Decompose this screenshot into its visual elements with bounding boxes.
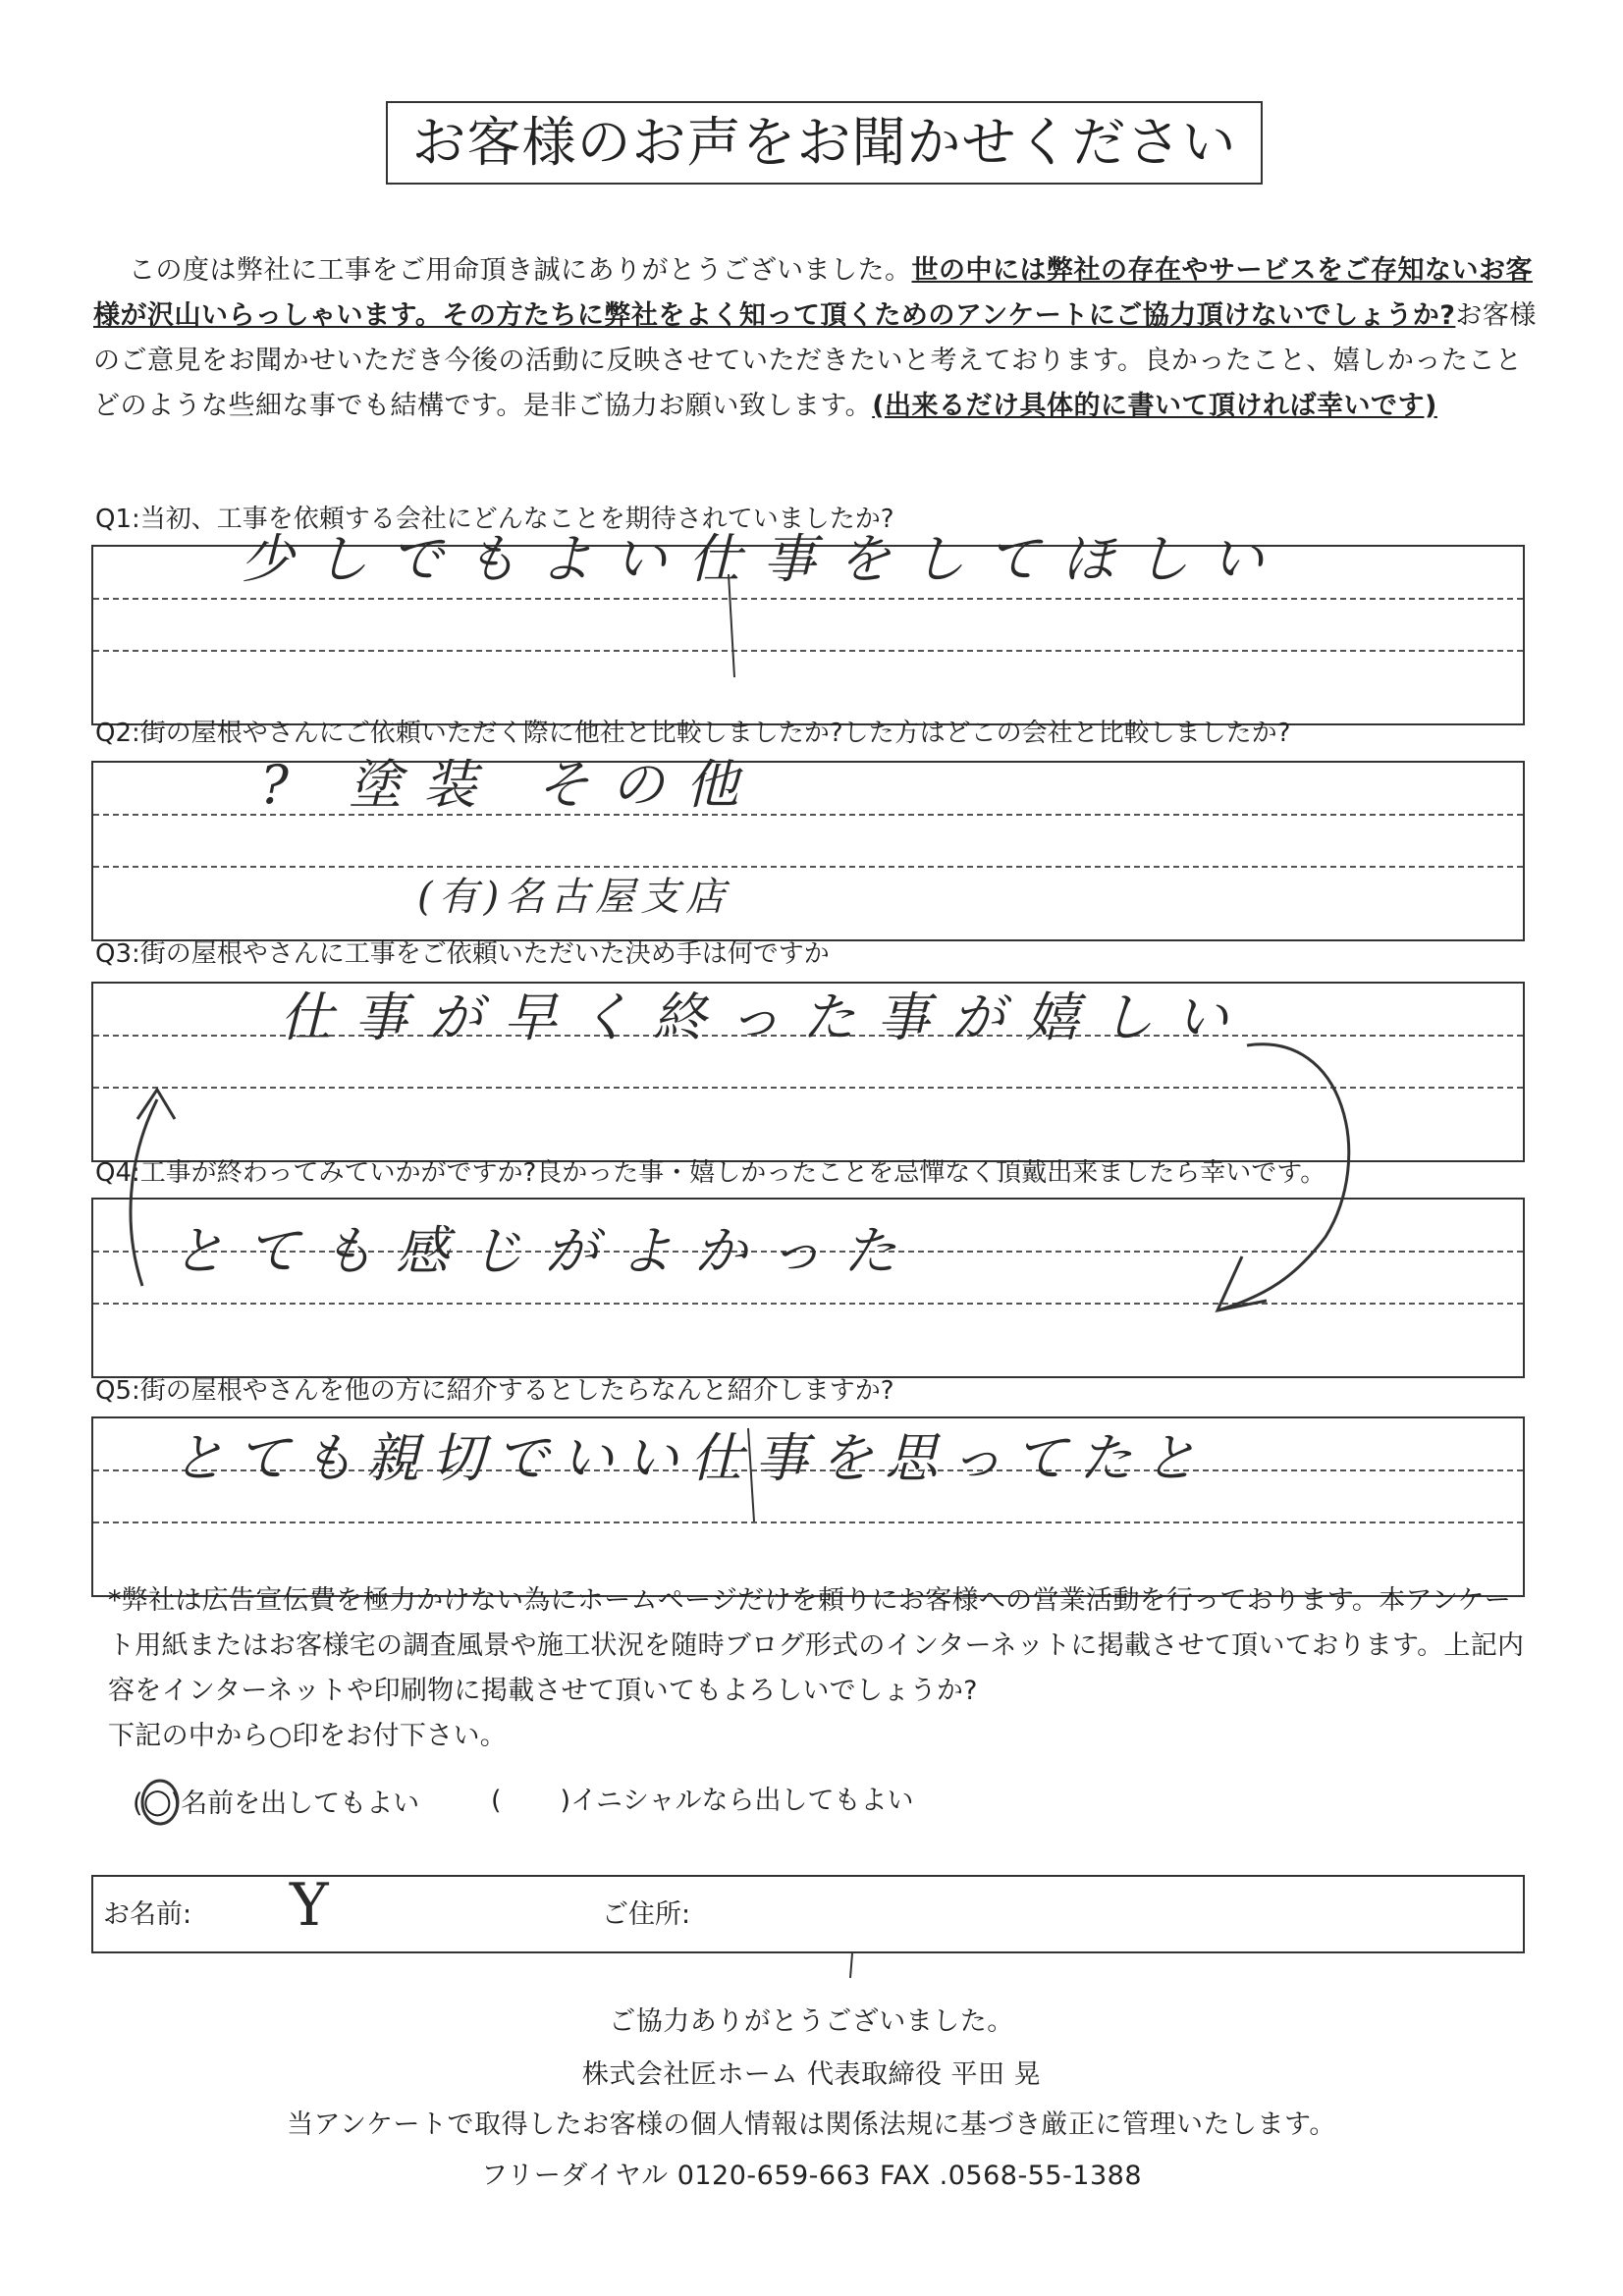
q2-answer-box[interactable] — [91, 754, 1525, 941]
q5-answer-line-1: とても親切でいい仕事を思ってたと — [172, 1427, 1209, 1489]
notice-instruction: 下記の中から○印をお付下さい。 — [108, 1721, 508, 1751]
name-label: お名前: — [103, 1899, 192, 1930]
answer-rule — [93, 598, 1523, 600]
option-open-paren: ( — [491, 1786, 502, 1816]
q4-answer-line-1: とても感じがよかった — [172, 1220, 918, 1282]
stroke-mark — [850, 1953, 852, 1978]
footer-privacy: 当アンケートで取得したお客様の個人情報は関係法規に基づき厳正に管理いたします。 — [287, 2109, 1336, 2140]
q2-answer-line-1: ? 塗装 その他 — [260, 754, 761, 816]
option-circle-mark: ○ — [142, 1782, 173, 1821]
option-open-paren: ( — [133, 1789, 143, 1819]
option-name-label: )名前を出してもよい — [170, 1789, 420, 1819]
address-field[interactable] — [722, 1898, 1488, 1932]
address-label: ご住所: — [602, 1899, 691, 1930]
q3-label: Q3:街の屋根やさんに工事をご依頼いただいた決め手は何ですか — [95, 939, 830, 969]
q2-label: Q2:街の屋根やさんにご依頼いただく際に他社と比較しましたか?した方はどこの会社と比較しましたか? — [95, 719, 1291, 748]
intro-text-underlined: 世の中には弊社の存在やサービスをご存知ないお客様が沢山いらっしゃいます。その方たちに弊社をよく知って頂くためのアンケートにご協力頂けないでしょうか? — [93, 255, 1533, 331]
publication-notice — [108, 1578, 1532, 1759]
page-title: お客様のお声をお聞かせください — [386, 101, 1263, 185]
intro-text-request: (出来るだけ具体的に書いて頂ければ幸いです) — [872, 391, 1437, 421]
intro-text-2: お客様のご意見をお聞かせいただき今後の活動に反映させていただきたいと考えております。良かったこと、嬉しかったことどのような些細な事でも結構です。是非ご協力お願い致します。 — [93, 300, 1537, 421]
q5-label: Q5:街の屋根やさんを他の方に紹介するとしたらなんと紹介しますか? — [95, 1376, 894, 1406]
q3-answer-line-1: 仕事が早く終った事が嬉しい — [280, 987, 1250, 1048]
footer-contact: フリーダイヤル 0120-659-663 FAX .0568-55-1388 — [481, 2161, 1142, 2191]
option-initials-label: )イニシャルなら出してもよい — [560, 1786, 914, 1816]
q4-answer-box[interactable] — [91, 1198, 1525, 1378]
answer-rule — [93, 1522, 1523, 1523]
footer-company: 株式会社匠ホーム 代表取締役 平田 晃 — [581, 2059, 1042, 2090]
consent-option-name[interactable] — [133, 1782, 419, 1824]
notice-text: *弊社は広告宣伝費を極力かけない為にホームページだけを頼りにお客様への営業活動を行っております。本アンケート用紙またはお客様宅の調査風景や施工状況を随時ブログ形式のインターネットに掲載させて頂いております。上記内容をインターネットや印刷物に掲載させて頂いてもよろしいでしょうか? — [108, 1585, 1525, 1706]
answer-rule — [93, 650, 1523, 652]
intro-paragraph — [93, 248, 1537, 429]
name-field[interactable]: Y — [290, 1871, 329, 1940]
answer-rule — [93, 1303, 1523, 1305]
q3-answer-box[interactable] — [91, 982, 1525, 1162]
footer-thanks: ご協力ありがとうございました。 — [609, 2006, 1014, 2037]
intro-text-1: この度は弊社に工事をご用命頂き誠にありがとうございました。 — [129, 255, 912, 286]
q1-answer-line-1: 少しでもよい仕事をしてほしい — [241, 528, 1285, 590]
q5-answer-box[interactable] — [91, 1416, 1525, 1597]
answer-rule — [93, 866, 1523, 868]
q2-answer-line-2: (有)名古屋支店 — [417, 875, 731, 920]
q4-label: Q4:工事が終わってみていかがですか?良かった事・嬉しかったことを忌憚なく頂戴出来ましたら幸いです。 — [95, 1158, 1326, 1188]
q1-label: Q1:当初、工事を依頼する会社にどんなことを期待されていましたか? — [95, 505, 894, 534]
contact-info-box — [91, 1871, 1525, 1953]
q1-answer-box[interactable] — [91, 528, 1525, 725]
consent-option-initials[interactable] — [491, 1782, 913, 1821]
answer-rule — [93, 1087, 1523, 1089]
